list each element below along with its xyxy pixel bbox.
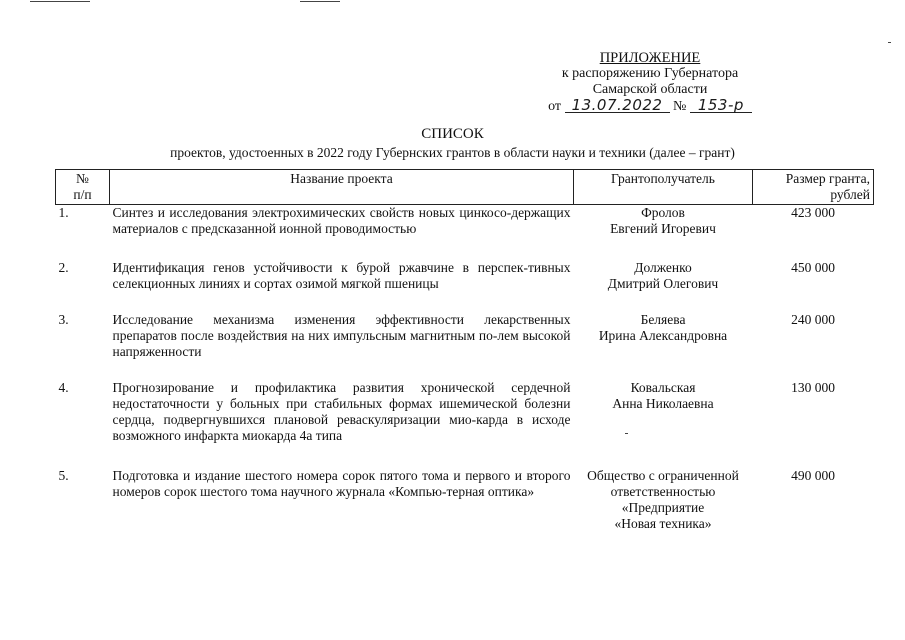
- row-amount: 240 000: [791, 312, 835, 327]
- appendix-date-number-line: [520, 98, 780, 115]
- from-label: от: [548, 99, 562, 114]
- row-num: 1.: [58, 205, 69, 220]
- handwritten-number: 153-р: [690, 98, 752, 113]
- row-num: 4.: [58, 380, 69, 395]
- table-row: [56, 380, 874, 468]
- row-amount: 423 000: [791, 205, 835, 220]
- row-name: Идентификация генов устойчивости к бурой ржавчине в перспек-тивных селекционных линиях и сортах озимой мягкой пшеницы: [112, 260, 571, 291]
- appendix-line-1: к распоряжению Губернатора: [561, 66, 739, 81]
- table-row: [56, 312, 874, 380]
- table-row: [56, 260, 874, 312]
- grants-table: [55, 169, 874, 532]
- row-recipient: Беляева Ирина Александровна: [598, 312, 728, 343]
- table-header-row: [56, 170, 874, 205]
- row-name: Прогнозирование и профилактика развития хронической сердечной недостаточности у больных при стабильных формах ишемической болезни сердца, подвергнувшихся плановой реваскуляризации мио-карда в исходе возможного инфаркта миокарда 4а типа: [112, 380, 571, 443]
- row-num: 3.: [58, 312, 69, 327]
- header-name: Название проекта: [110, 170, 574, 205]
- scan-speck: [888, 42, 891, 43]
- scan-speck: [300, 1, 340, 2]
- row-num: 2.: [58, 260, 69, 275]
- appendix-line-2: Самарской области: [592, 82, 708, 97]
- handwritten-date: 13.07.2022: [565, 98, 670, 113]
- row-num: 5.: [58, 468, 69, 483]
- appendix-block: [520, 50, 780, 115]
- table-row: [56, 205, 874, 261]
- row-name: Исследование механизма изменения эффективности лекарственных препаратов после воздействия на них импульсным магнитным по-лем высокой напряженности: [112, 312, 571, 359]
- scan-speck: [30, 1, 90, 2]
- row-amount: 130 000: [791, 380, 835, 395]
- row-name: Синтез и исследования электрохимических свойств новых цинкосо-держащих материалов с предсказанной ионной проводимостью: [112, 205, 571, 236]
- header-num: № п/п: [56, 170, 110, 205]
- header-amount: Размер гранта, рублей: [753, 170, 874, 205]
- row-recipient: Ковальская Анна Николаевна: [612, 380, 714, 411]
- row-amount: 450 000: [791, 260, 835, 275]
- document-title: СПИСОК: [421, 126, 484, 142]
- row-amount: 490 000: [791, 468, 835, 483]
- number-label: №: [673, 99, 687, 114]
- row-name: Подготовка и издание шестого номера сорок пятого тома и первого и второго номеров сорок шестого тома научного журнала «Компью-терная оптика»: [112, 468, 571, 499]
- appendix-title: ПРИЛОЖЕНИЕ: [599, 50, 701, 66]
- header-recipient: Грантополучатель: [574, 170, 753, 205]
- table-row: [56, 468, 874, 532]
- row-recipient: Общество с ограниченной ответственностью «Предприятие «Новая техника»: [587, 468, 739, 531]
- row-recipient: Фролов Евгений Игоревич: [610, 205, 716, 236]
- document-subtitle: проектов, удостоенных в 2022 году Губернских грантов в области науки и техники (далее – грант): [170, 145, 735, 160]
- row-recipient: Долженко Дмитрий Олегович: [607, 260, 719, 291]
